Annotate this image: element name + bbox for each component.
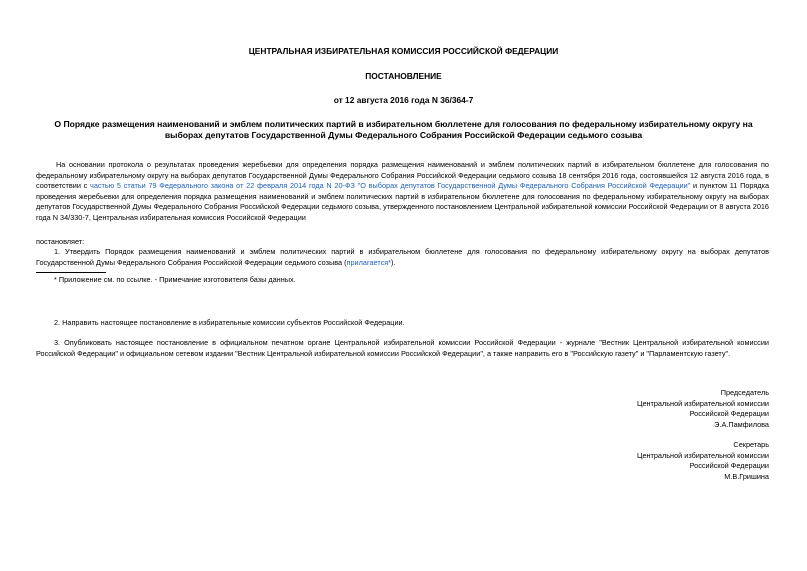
item-1-text: 1. Утвердить Порядок размещения наименований и эмблем политических партий в избирательном бюллетене для голосования по федеральному избирательному округу на выборах депутатов Государственной Думы Федерального Собрания Российской Федерации седьмого созыва (	[36, 247, 769, 267]
intro-paragraph	[36, 160, 769, 224]
law-article-link[interactable]: частью 5 статьи 79 Федерального закона от 22 февраля 2014 года N 20-ФЗ	[90, 181, 355, 191]
signature-country: Российской Федерации	[689, 461, 769, 471]
item-1	[36, 247, 769, 268]
org-heading: ЦЕНТРАЛЬНАЯ ИЗБИРАТЕЛЬНАЯ КОМИССИЯ РОССИЙСКОЙ ФЕДЕРАЦИИ	[248, 46, 559, 56]
doc-type-heading: ПОСТАНОВЛЕНИЕ	[365, 71, 442, 81]
intro-text-1: На основании протокола о результатах проведения жеребьевки для определения порядка размещения наименований и эмблем политических партий в избирательном бюллетене для голосования по федеральному избирательному округу на выборах депутатов Государственной Думы Федерального Собрания Российской Федерации седьмого созыва 18 сентября 2016 года, состоявшейся 12 августа 2016 года, в соответствии с	[36, 160, 769, 191]
signature-org: Центральной избирательной комиссии	[637, 398, 769, 408]
signature-role: Председатель	[720, 388, 769, 397]
footnote: * Приложение см. по ссылке. - Примечание изготовителя базы данных.	[54, 275, 296, 284]
law-title-link[interactable]: "О выборах депутатов Государственной Думы Федерального Собрания Российской Федерации"	[357, 181, 691, 191]
item-2: 2. Направить настоящее постановление в избирательные комиссии субъектов Российской Федерации.	[54, 318, 405, 327]
date-number-heading: от 12 августа 2016 года N 36/364-7	[333, 95, 474, 105]
resolves-label: постановляет:	[36, 237, 85, 246]
appendix-link[interactable]: прилагается*	[346, 257, 392, 267]
signature-org: Центральной избирательной комиссии	[637, 450, 769, 460]
signature-secretary	[637, 440, 769, 482]
signature-name: Э.А.Памфилова	[714, 419, 769, 429]
footnote-divider	[36, 272, 106, 273]
document-title: О Порядке размещения наименований и эмблем политических партий в избирательном бюллетене для голосования по федеральному избирательному округу на выборах депутатов Государственной Думы Федерального Собрания Российской Федерации седьмого созыва	[54, 119, 753, 140]
intro-text-3: и пунктом 11 Порядка проведения жеребьевки для определения порядка размещения наименований и эмблем политических партий в избирательном бюллетене для голосования по федеральному избирательному округу на выборах депутатов Государственной Думы Федерального Собрания Российской Федерации седьмого созыва, утвержденного постановлением Центральной избирательной комиссии Российской Федерации от 8 августа 2016 года N 34/330-7, Центральная избирательная комиссия Российской Федерации	[36, 181, 770, 222]
item-3: 3. Опубликовать настоящее постановление в официальном печатном органе Центральной избирательной комиссии Российской Федерации - журнале "Вестник Центральной избирательной комиссии Российской Федерации" и официальном сетевом издании "Вестник Центральной избирательной комиссии Российской Федерации", а также направить его в "Российскую газету" и "Парламентскую газету".	[36, 338, 769, 358]
signature-chairman	[637, 388, 769, 430]
signature-name: М.В.Гришина	[724, 471, 769, 481]
signature-role: Секретарь	[733, 440, 769, 449]
signature-country: Российской Федерации	[689, 409, 769, 419]
item-1-end: ).	[391, 257, 396, 267]
